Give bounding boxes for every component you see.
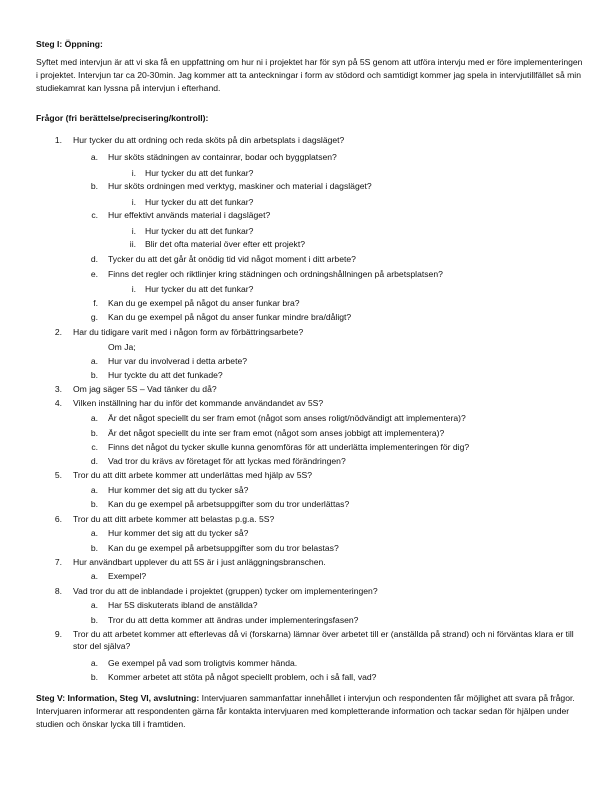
list-marker: 9. bbox=[54, 629, 62, 639]
list-text: Har du tidigare varit med i någon form av förbättringsarbete? bbox=[73, 327, 304, 337]
list-text: Finns det regler och riktlinjer kring städningen och ordningshållningen på arbetsplatsen? bbox=[108, 269, 443, 279]
step1-heading: Steg I: Öppning: bbox=[36, 39, 103, 49]
list-text: Hur tyckte du att det funkade? bbox=[108, 370, 223, 380]
list-text: Om jag säger 5S – Vad tänker du då? bbox=[73, 384, 217, 394]
list-marker: ii. bbox=[129, 239, 136, 249]
list-text: Vilken inställning har du inför det kommande användandet av 5S? bbox=[73, 398, 324, 408]
list-marker: b. bbox=[90, 181, 98, 191]
list-marker: i. bbox=[131, 168, 136, 178]
list-marker: a. bbox=[90, 528, 98, 538]
closing-text: Intervjuaren sammanfattar innehållet i intervjun och respondenten får möjlighet att svara på frågor. Intervjuaren informerar att respondenten gärna får kontakta intervjuaren med kompletterande information och tackar sedan för hjälpen under studien och önskar lycka till i framtiden. bbox=[36, 693, 575, 729]
list-marker: a. bbox=[90, 600, 98, 610]
list-text: Tror du att ditt arbete kommer att underlättas med hjälp av 5S? bbox=[73, 470, 312, 480]
list-marker: a. bbox=[90, 658, 98, 668]
list-text: Kan du ge exempel på något du anser funkar bra? bbox=[108, 298, 300, 308]
list-text: Hur kommer det sig att du tycker så? bbox=[108, 528, 249, 538]
list-text: Kan du ge exempel på arbetsuppgifter som du tror underlättas? bbox=[108, 499, 350, 509]
list-text: Ge exempel på vad som troligtvis kommer hända. bbox=[108, 658, 298, 668]
list-marker: i. bbox=[131, 284, 136, 294]
list-marker: 5. bbox=[54, 470, 62, 480]
closing-paragraph bbox=[36, 692, 584, 730]
list-marker: b. bbox=[90, 543, 98, 553]
list-text: Blir det ofta material över efter ett projekt? bbox=[145, 239, 306, 249]
list-marker: b. bbox=[90, 499, 98, 509]
list-text: Kommer arbetet att stöta på något speciellt problem, och i så fall, vad? bbox=[108, 672, 377, 682]
list-text: Har 5S diskuterats ibland de anställda? bbox=[108, 600, 258, 610]
list-marker: i. bbox=[131, 197, 136, 207]
list-marker: a. bbox=[90, 485, 98, 495]
list-text: Vad tror du att de inblandade i projektet (gruppen) tycker om implementeringen? bbox=[73, 586, 378, 596]
list-marker: 1. bbox=[54, 135, 62, 145]
list-marker: c. bbox=[91, 442, 98, 452]
list-text: Exempel? bbox=[108, 571, 147, 581]
list-marker: g. bbox=[90, 312, 98, 322]
list-text: Finns det något du tycker skulle kunna genomföras för att underlätta implementeringen för dig? bbox=[108, 442, 470, 452]
list-marker: b. bbox=[90, 615, 98, 625]
list-marker: b. bbox=[90, 672, 98, 682]
list-text: Är det något speciellt du ser fram emot (något som anses roligt/nödvändigt att implementera)? bbox=[108, 413, 466, 423]
list-text: Kan du ge exempel på arbetsuppgifter som du tror belastas? bbox=[108, 543, 339, 553]
list-text: Hur var du involverad i detta arbete? bbox=[108, 356, 248, 366]
list-marker: a. bbox=[90, 413, 98, 423]
list-marker: i. bbox=[131, 226, 136, 236]
list-text: Hur tycker du att ordning och reda sköts på din arbetsplats i dagsläget? bbox=[73, 135, 345, 145]
list-marker: a. bbox=[90, 152, 98, 162]
list-marker: b. bbox=[90, 370, 98, 380]
list-text: Tror du att detta kommer att ändras under implementeringsfasen? bbox=[108, 615, 359, 625]
list-marker: 2. bbox=[54, 327, 62, 337]
list-marker: e. bbox=[90, 269, 98, 279]
intro-paragraph: Syftet med intervjun är att vi ska få en uppfattning om hur ni i projektet har för syn på 5S genom att utföra intervju med er före implementeringen i projektet. Intervjun tar ca 20-30min. Jag kommer att ta anteckningar i form av stödord och samtidigt kommer jag spela in intervjutillfället så min studiekamrat kan lyssna på intervjun i efterhand. bbox=[36, 57, 583, 93]
list-text: Hur användbart upplever du att 5S är i just anläggningsbranschen. bbox=[73, 557, 326, 567]
list-text: Är det något speciellt du inte ser fram emot (något som anses jobbigt att implementera)? bbox=[108, 428, 445, 438]
list-marker: 3. bbox=[54, 384, 62, 394]
list-text: Tycker du att det går åt onödig tid vid något moment i ditt arbete? bbox=[108, 254, 356, 264]
list-marker: c. bbox=[91, 210, 98, 220]
list-marker: 8. bbox=[54, 586, 62, 596]
list-text: Hur tycker du att det funkar? bbox=[145, 168, 254, 178]
list-text: Hur tycker du att det funkar? bbox=[145, 284, 254, 294]
questions-heading: Frågor (fri berättelse/precisering/kontroll): bbox=[36, 113, 209, 123]
list-text: Tror du att arbetet kommer att efterlevas då vi (forskarna) lämnar över arbetet till er (anställda på strand) och ni förväntas klara er till stor del själva? bbox=[73, 629, 574, 651]
list-text: Vad tror du krävs av företaget för att lyckas med förändringen? bbox=[108, 456, 346, 466]
list-text: Hur effektivt används material i dagsläget? bbox=[108, 210, 271, 220]
list-marker: d. bbox=[90, 456, 98, 466]
list-text: Hur sköts städningen av containrar, bodar och byggplatsen? bbox=[108, 152, 337, 162]
list-text: Hur sköts ordningen med verktyg, maskiner och material i dagsläget? bbox=[108, 181, 372, 191]
list-marker: 4. bbox=[54, 398, 62, 408]
list-marker: 7. bbox=[54, 557, 62, 567]
list-marker: d. bbox=[90, 254, 98, 264]
list-text: Hur tycker du att det funkar? bbox=[145, 197, 254, 207]
list-marker: a. bbox=[90, 571, 98, 581]
list-text: Hur tycker du att det funkar? bbox=[145, 226, 254, 236]
closing-label: Steg V: Information, Steg VI, avslutning: bbox=[36, 693, 200, 703]
list-marker: b. bbox=[90, 428, 98, 438]
list-marker: a. bbox=[90, 356, 98, 366]
list-text: Kan du ge exempel på något du anser funkar mindre bra/dåligt? bbox=[108, 312, 352, 322]
list-marker: 6. bbox=[54, 514, 62, 524]
list-text: Tror du att ditt arbete kommer att belastas p.g.a. 5S? bbox=[73, 514, 275, 524]
list-marker: f. bbox=[93, 298, 98, 308]
list-text: Hur kommer det sig att du tycker så? bbox=[108, 485, 249, 495]
conditional-note: Om Ja; bbox=[108, 342, 136, 352]
